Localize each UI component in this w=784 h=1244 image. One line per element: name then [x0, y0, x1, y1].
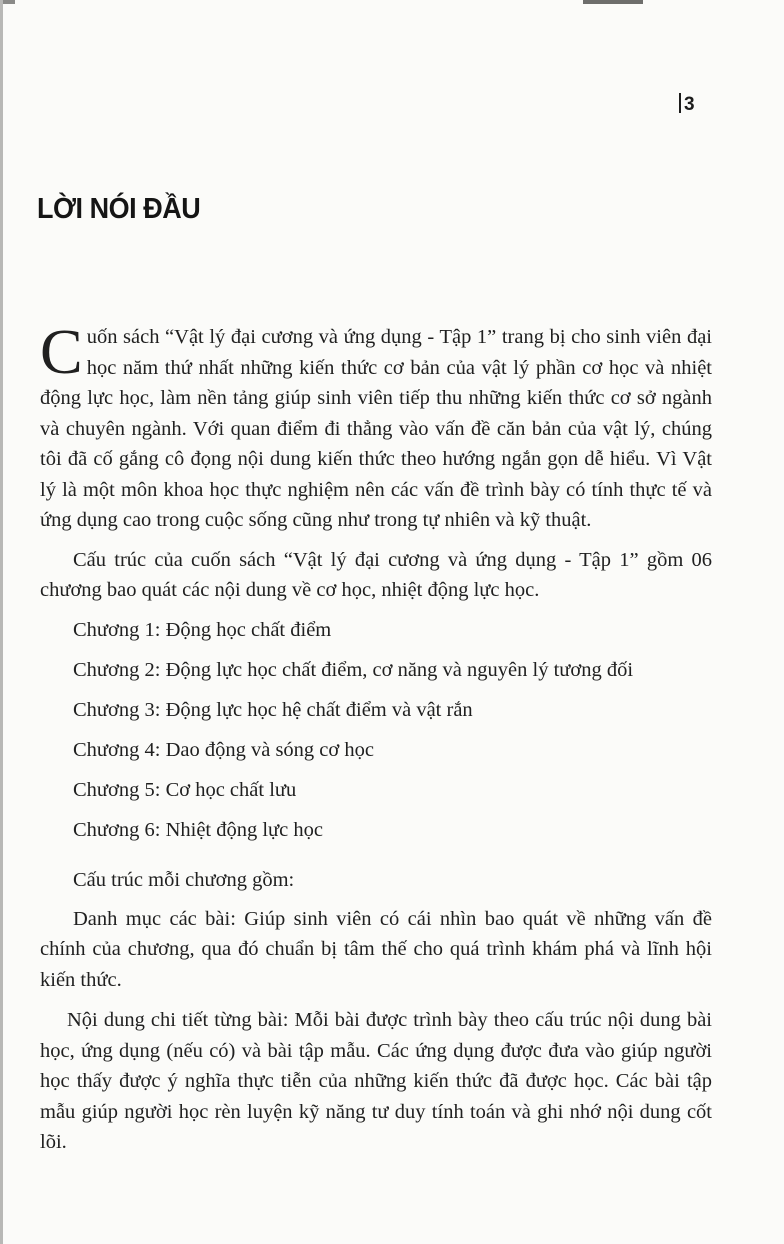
chapter-structure-label: Cấu trúc mỗi chương gồm: [73, 869, 295, 891]
intro-paragraph-text: uốn sách “Vật lý đại cương và ứng dụng - Tập 1” trang bị cho sinh viên đại học năm thứ nhất những kiến thức cơ bản của vật lý phần cơ học và nhiệt động lực học, làm nền tảng giúp sinh viên tiếp thu những kiến thức cơ sở ngành và chuyên ngành. Với quan điểm đi thẳng vào vấn đề căn bản của vật lý, chúng tôi đã cố gắng cô đọng nội dung kiến thức theo hướng ngắn gọn dễ hiểu. Vì Vật lý là một môn khoa học thực nghiệm nên các vấn đề trình bày có tính thực tế và ứng dụng cao trong cuộc sống cũng như trong tự nhiên và kỹ thuật. [40, 326, 712, 531]
chapter-list [40, 615, 712, 845]
page-heading: LỜI NÓI ĐẦU [37, 193, 201, 225]
danh-muc-paragraph: Danh mục các bài: Giúp sinh viên có cái nhìn bao quát về những vấn đề chính của chương, qua đó chuẩn bị tâm thế cho quá trình khám phá và lĩnh hội kiến thức. [40, 907, 712, 991]
chapter-item: Chương 6: Nhiệt động lực học [73, 818, 323, 841]
drop-cap: C [40, 316, 83, 387]
noi-dung-paragraph: Nội dung chi tiết từng bài: Mỗi bài được trình bày theo cấu trúc nội dung bài học, ứng dụng (nếu có) và bài tập mẫu. Các ứng dụng được đưa vào giúp người học thấy được ý nghĩa thực tiễn của những kiến thức đã được học. Các bài tập mẫu giúp người học rèn luyện kỹ năng tư duy tính toán và ghi nhớ nội dung cốt lõi. [40, 1009, 712, 1153]
chapter-item: Chương 5: Cơ học chất lưu [73, 778, 297, 801]
intro-paragraph [40, 316, 712, 536]
chapter-item: Chương 4: Dao động và sóng cơ học [73, 738, 374, 761]
body-text [40, 316, 712, 1158]
structure-paragraph: Cấu trúc của cuốn sách “Vật lý đại cương và ứng dụng - Tập 1” gồm 06 chương bao quát các nội dung về cơ học, nhiệt động lực học. [40, 548, 712, 601]
chapter-item: Chương 1: Động học chất điểm [73, 618, 332, 641]
page-top-edge [3, 0, 784, 4]
page-number-rule [679, 93, 681, 113]
chapter-item: Chương 3: Động lực học hệ chất điểm và vật rắn [73, 698, 473, 721]
page-number [679, 93, 695, 116]
chapter-item: Chương 2: Động lực học chất điểm, cơ năng và nguyên lý tương đối [73, 658, 634, 681]
page-number-value: 3 [684, 94, 695, 115]
